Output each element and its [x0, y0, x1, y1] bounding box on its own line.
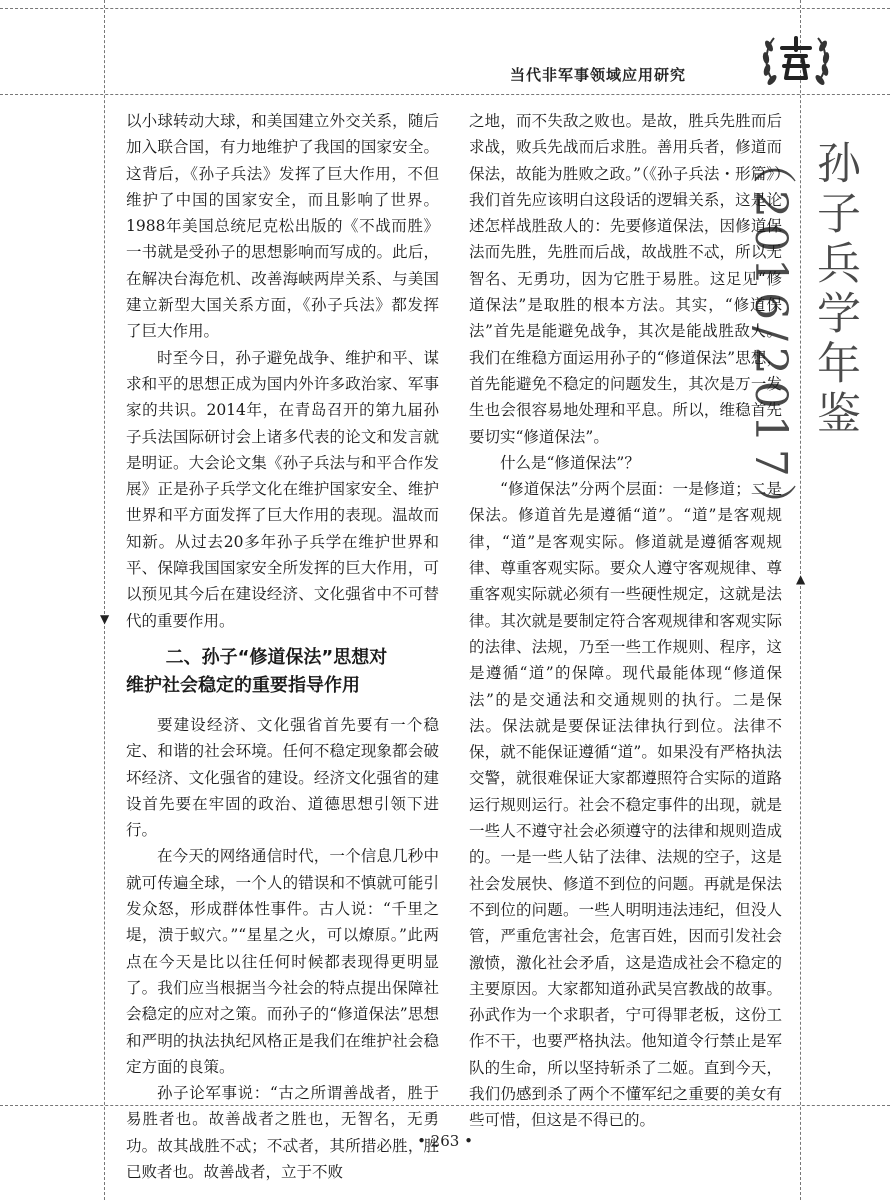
yearbook-side-title: 孙子兵学年鉴（2016/2017）: [745, 140, 860, 533]
paragraph: “修道保法”分两个层面：一是修道；二是保法。修道首先是遵循“道”。“道”是客观规律，“道”是客观实际。修道就是遵循客观规律、尊重客观实际。要众人遵守客观规律、尊重客观实际就必须有一些硬性规定，这就是法律。其次就是要制定符合客观规律和客观实际的法律、法规，乃至一些工作规则、程序，这是遵循“道”的保障。现代最能体现“修道保法”的是交通法和交通规则的执行。二是保法。保法就是要保证法律执行到位。法律不保，就不能保证遵循“道”。如果没有严格执法交警，就很难保证大家都遵照符合实际的道路运行规则运行。社会不稳定事件的出现，就是一些人不遵守社会必须遵守的法律和规则造成的。一是一些人钻了法律、法规的空子，这是社会发展快、修道不到位的问题。再就是保法不到位的问题。一些人明明违法违纪，但没人管，严重危害社会，危害百姓，因而引发社会激愤，激化社会矛盾，这是造成社会不稳定的主要原因。大家都知道孙武吴宫教战的故事。孙武作为一个求职者，宁可得罪老板，这份工作不干，也要严格执法。他知道令行禁止是军队的生命，所以坚持斩杀了二姬。直到今天，我们仍感到杀了两个不懂军纪之重要的美女有些可惜，但这是不得已的。: [469, 480, 782, 1130]
running-title: 当代非军事领域应用研究: [510, 66, 687, 84]
page-number: • 263 •: [417, 1132, 473, 1150]
laurel-seal-icon: [756, 20, 836, 100]
trim-line-top: [0, 8, 890, 9]
down-arrow-marker-icon: ▼: [100, 612, 110, 626]
paragraph: 要建设经济、文化强省首先要有一个稳定、和谐的社会环境。任何不稳定现象都会破坏经济、文化强省的建设。经济文化强省的建设首先要在牢固的政治、道德思想引领下进行。: [126, 715, 439, 840]
section-heading: [126, 644, 439, 700]
section-heading-line: 维护社会稳定的重要指导作用: [126, 674, 360, 696]
paragraph: 在今天的网络通信时代，一个信息几秒中就可传遍全球，一个人的错误和不慎就可能引发众怒，形成群体性事件。古人说：“千里之堤，溃于蚁穴。”“星星之火，可以燎原。”此两点在今天是比以往任何时候都表现得更明显了。我们应当根据当今社会的特点提出保障社会稳定的应对之策。而孙子的“修道保法”思想和严明的执法执纪风格正是我们在维护社会稳定方面的良策。: [126, 847, 439, 1076]
up-arrow-marker-icon: ▲: [796, 572, 806, 586]
paragraph: 之地，而不失敌之败也。是故，胜兵先胜而后求战，败兵先战而后求胜。善用兵者，修道而保法，故能为胜败之政。”（《孙子兵法・形篇》）我们首先应该明白这段话的逻辑关系，这是论述怎样战胜敌人的：先要修道保法，因修道保法而先胜，先胜而后战，故战胜不忒，所以无智名、无勇功，因为它胜于易胜。这足见“修道保法”是取胜的根本方法。其实，“修道保法”首先是能避免战争，其次是能战胜敌人。我们在维稳方面运用孙子的“修道保法”思想，首先能避免不稳定的问题发生，其次是万一发生也会很容易地处理和平息。所以，维稳首先要切实“修道保法”。: [469, 112, 782, 446]
paragraph: 什么是“修道保法”？: [500, 453, 640, 472]
paragraph: 时至今日，孙子避免战争、维护和平、谋求和平的思想正成为国内外许多政治家、军事家的共识。2014年，在青岛召开的第九届孙子兵法国际研讨会上诸多代表的论文和发言就是明证。大会论文集《孙子兵法与和平合作发展》正是孙子兵学文化在维护国家安全、维护世界和平方面发挥了巨大作用的表现。温故而知新。从过去20多年孙子兵学在维护世界和平、保障我国国家安全所发挥的巨大作用，可以预见其今后在建设经济、文化强省中不可替代的重要作用。: [126, 348, 439, 630]
paragraph: 以小球转动大球，和美国建立外交关系，随后加入联合国，有力地维护了我国的国家安全。这背后，《孙子兵法》发挥了巨大作用，不但维护了中国的国家安全，而且影响了世界。1988年美国总统尼克松出版的《不战而胜》一书就是受孙子的思想影响而写成的。此后，在解决台海危机、改善海峡两岸关系、与美国建立新型大国关系方面，《孙子兵法》都发挥了巨大作用。: [126, 112, 439, 341]
paragraph: 孙子论军事说：“古之所谓善战者，胜于易胜者也。故善战者之胜也，无智名，无勇功。故其战胜不忒；不忒者，其所措必胜，胜已败者也。故善战者，立于不败: [126, 1084, 439, 1181]
right-text-column: [469, 108, 782, 1134]
section-heading-line: 二、孙子“修道保法”思想对: [165, 646, 388, 668]
trim-line-left: [104, 0, 105, 1200]
left-text-column: [126, 108, 439, 1185]
